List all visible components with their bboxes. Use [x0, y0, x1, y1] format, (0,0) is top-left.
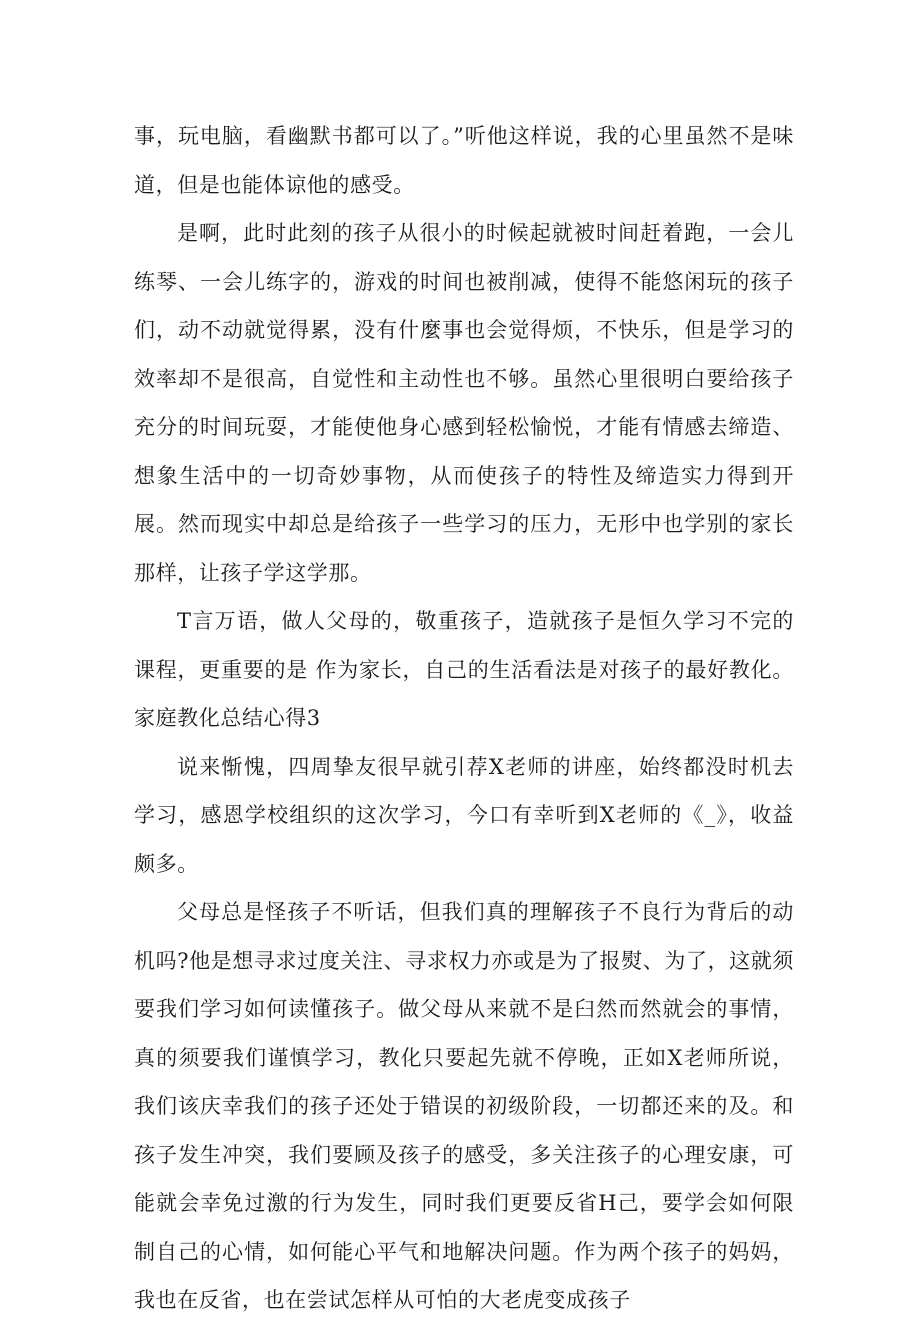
paragraph-conclusion: T言万语，做人父母的，敬重孩子，造就孩子是恒久学习不完的课程，更重要的是 作为家长，自己的生活看法是对孩子的最好教化。家庭教化总结心得3: [134, 609, 794, 730]
document-body: [134, 112, 794, 1325]
paragraph-reflection: 父母总是怪孩子不听话，但我们真的理解孩子不良行为背后的动机吗?他是想寻求过度关注、寻求权力亦或是为了报熨、为了，这就须要我们学习如何读懂孩子。做父母从来就不是臼然而然就会的事情，真的须要我们谨慎学习，教化只要起先就不停晚，正如X老师所说，我们该庆幸我们的孩子还处于错误的初级阶段，一切都还来的及。和孩子发生冲突，我们要顾及孩子的感受，多关注孩子的心理安康，可能就会幸免过激的行为发生，同时我们更要反省H己，要学会如何限制自己的心情，如何能心平气和地解决问题。作为两个孩子的妈妈，我也在反省，也在尝试怎样从可怕的大老虎变成孩子: [134, 900, 794, 1312]
paragraph-lecture-intro: 说来惭愧，四周挚友很早就引荐X老师的讲座，始终都没时机去学习，感恩学校组织的这次学习，今口有幸听到X老师的《_》，收益颇多。: [134, 754, 794, 876]
paragraph-time-pressure: 是啊，此时此刻的孩子从很小的时候起就被时间赶着跑，一会儿练琴、一会儿练字的，游戏的时间也被削减，使得不能悠闲玩的孩子们，动不动就觉得累，没有什麼事也会觉得烦，不快乐，但是学习的效率却不是很高，自觉性和主动性也不够。虽然心里很明白要给孩子充分的时间玩耍，才能使他身心感到轻松愉悦，才能有情感去缔造、想象生活中的一切奇妙事物，从而使孩子的特性及缔造实力得到开展。然而现实中却总是给孩子一些学习的压力，无形中也学别的家长那样，让孩子学这学那。: [134, 221, 794, 585]
paragraph-continuation: 事，玩电脑，看幽默书都可以了。”听他这样说，我的心里虽然不是味道，但是也能体谅他的感受。: [134, 124, 794, 197]
